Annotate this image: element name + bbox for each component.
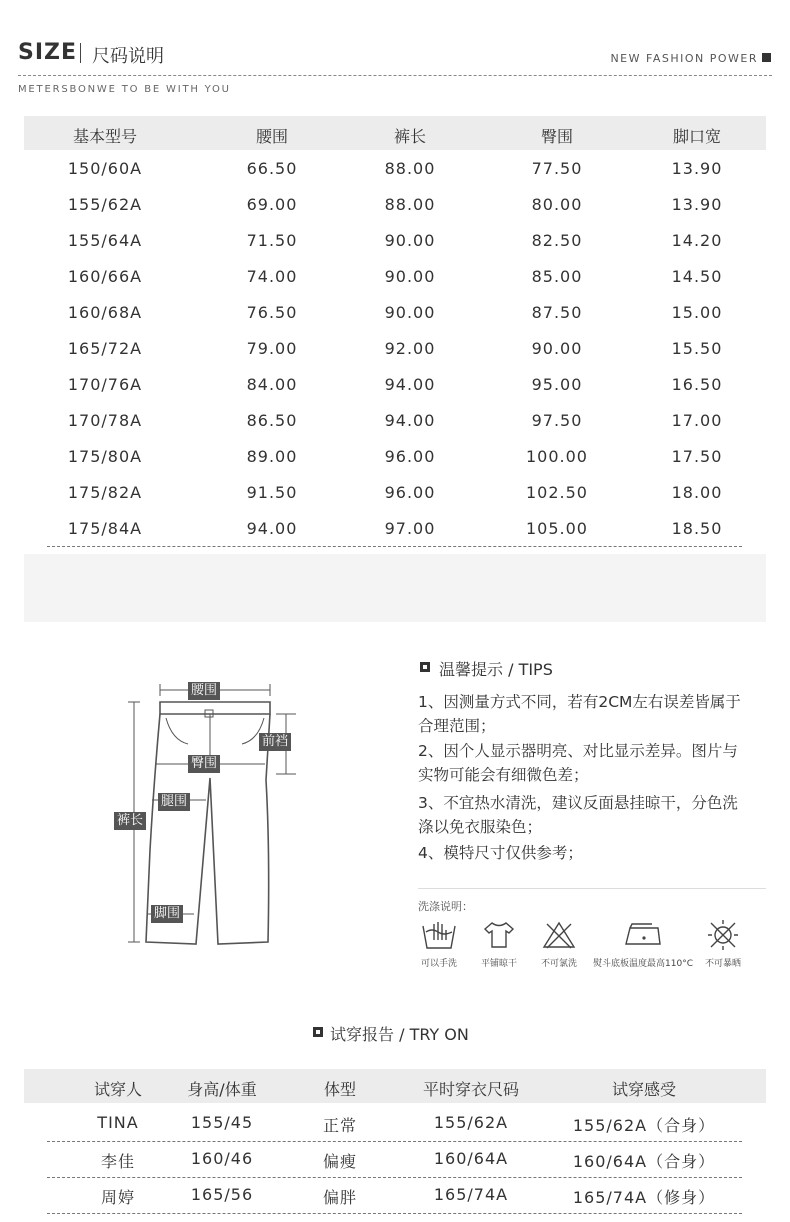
size-table-cell: 97.00 bbox=[384, 519, 436, 538]
wash-title: 洗涤说明： bbox=[418, 900, 473, 913]
size-table-cell: 96.00 bbox=[384, 483, 436, 502]
try-on-column-header: 试穿人 bbox=[93, 1080, 142, 1099]
size-table-cell: 14.50 bbox=[671, 267, 723, 286]
size-table-cell: 91.50 bbox=[246, 483, 298, 502]
size-table-cell: 96.00 bbox=[384, 447, 436, 466]
size-table-cell: 160/68A bbox=[67, 303, 143, 322]
size-table-cell: 94.00 bbox=[384, 411, 436, 430]
tip-item: 2、因个人显示器明亮、对比显示差异。图片与实物可能会有细微色差； bbox=[418, 742, 738, 784]
size-table-cell: 175/84A bbox=[67, 519, 143, 538]
size-table-cell: 13.90 bbox=[671, 159, 723, 178]
hem-label: 脚围 bbox=[151, 905, 183, 923]
heading-divider bbox=[80, 43, 81, 63]
flat-dry-icon bbox=[482, 920, 516, 950]
square-bullet-icon bbox=[762, 53, 771, 62]
hand-wash-icon bbox=[420, 918, 460, 952]
try-on-cell: 周婷 bbox=[100, 1188, 135, 1207]
size-table-cell: 92.00 bbox=[384, 339, 436, 358]
try-on-column-header: 平时穿衣尺码 bbox=[422, 1080, 519, 1099]
tip-item: 4、模特尺寸仅供参考； bbox=[418, 844, 583, 862]
try-on-column-header: 试穿感受 bbox=[611, 1080, 676, 1099]
size-column-header: 基本型号 bbox=[72, 127, 137, 146]
size-table-cell: 97.50 bbox=[531, 411, 583, 430]
size-table-cell: 90.00 bbox=[384, 303, 436, 322]
size-table-cell: 90.00 bbox=[384, 267, 436, 286]
size-table-cell: 100.00 bbox=[526, 447, 588, 466]
rise-label: 前裆 bbox=[259, 733, 291, 751]
size-table-cell: 155/62A bbox=[67, 195, 143, 214]
size-table-cell: 80.00 bbox=[531, 195, 583, 214]
size-table-cell: 90.00 bbox=[384, 231, 436, 250]
size-table-cell: 74.00 bbox=[246, 267, 298, 286]
tips-title: 温馨提示 / TIPS bbox=[439, 660, 553, 679]
iron-icon bbox=[622, 922, 664, 948]
size-table-cell: 160/66A bbox=[67, 267, 143, 286]
size-table-cell: 86.50 bbox=[246, 411, 298, 430]
size-table-cell: 170/78A bbox=[67, 411, 143, 430]
size-table-cell: 17.50 bbox=[671, 447, 723, 466]
size-table-cell: 94.00 bbox=[384, 375, 436, 394]
waist-label: 腰围 bbox=[188, 682, 220, 700]
size-table-cell: 175/80A bbox=[67, 447, 143, 466]
size-table-cell: 16.50 bbox=[671, 375, 723, 394]
size-table-cell: 170/76A bbox=[67, 375, 143, 394]
try-on-cell: 正常 bbox=[322, 1116, 357, 1135]
size-table-cell: 94.00 bbox=[246, 519, 298, 538]
size-table-cell: 13.90 bbox=[671, 195, 723, 214]
size-table-cell: 69.00 bbox=[246, 195, 298, 214]
tip-item: 1、因测量方式不同，若有2CM左右误差皆属于合理范围； bbox=[418, 693, 741, 735]
tip-item: 3、不宜热水清洗，建议反面悬挂晾干，分色洗涤以免衣服染色； bbox=[418, 794, 738, 836]
try-on-cell: 155/62A bbox=[433, 1113, 509, 1132]
try-on-title: 试穿报告 / TRY ON bbox=[330, 1025, 469, 1044]
size-table-cell: 88.00 bbox=[384, 195, 436, 214]
wash-caption: 不可暴晒 bbox=[704, 959, 741, 969]
size-table-cell: 71.50 bbox=[246, 231, 298, 250]
size-table-cell: 82.50 bbox=[531, 231, 583, 250]
size-table-cell: 84.00 bbox=[246, 375, 298, 394]
try-on-column-header: 体型 bbox=[323, 1080, 356, 1099]
size-table-cell: 95.00 bbox=[531, 375, 583, 394]
try-on-cell: 165/74A bbox=[433, 1185, 509, 1204]
size-table-cell: 79.00 bbox=[246, 339, 298, 358]
size-table-cell: 18.50 bbox=[671, 519, 723, 538]
size-table-cell: 175/82A bbox=[67, 483, 143, 502]
wash-caption: 可以手洗 bbox=[420, 959, 457, 969]
size-table-cell: 165/72A bbox=[67, 339, 143, 358]
brand-tagline: NEW FASHION POWER bbox=[610, 52, 758, 65]
wash-caption: 熨斗底板温度最高110°C bbox=[593, 959, 693, 969]
no-sun-icon bbox=[706, 918, 740, 952]
size-table-cell: 150/60A bbox=[67, 159, 143, 178]
try-on-cell: 偏瘦 bbox=[322, 1152, 357, 1171]
try-on-cell: 160/46 bbox=[190, 1149, 254, 1168]
hip-label: 臀围 bbox=[188, 755, 220, 773]
try-on-cell: 李佳 bbox=[100, 1152, 135, 1171]
size-table-cell: 102.50 bbox=[526, 483, 588, 502]
size-table-cell: 76.50 bbox=[246, 303, 298, 322]
try-on-cell: 160/64A bbox=[433, 1149, 509, 1168]
size-table-cell: 66.50 bbox=[246, 159, 298, 178]
wash-divider bbox=[418, 888, 766, 889]
size-table-cell: 18.00 bbox=[671, 483, 723, 502]
try-on-column-header: 身高/体重 bbox=[187, 1080, 257, 1099]
no-bleach-icon bbox=[542, 920, 576, 950]
size-table-cell: 14.20 bbox=[671, 231, 723, 250]
size-table-cell: 88.00 bbox=[384, 159, 436, 178]
try-on-cell: 155/45 bbox=[190, 1113, 254, 1132]
square-bullet-icon bbox=[420, 662, 430, 672]
size-table-cell: 155/64A bbox=[67, 231, 143, 250]
size-table-cell: 15.00 bbox=[671, 303, 723, 322]
size-table-cell: 89.00 bbox=[246, 447, 298, 466]
header-dashed-line bbox=[18, 75, 772, 76]
try-on-cell: 165/74A（修身） bbox=[572, 1188, 716, 1207]
size-heading-cn: 尺码说明 bbox=[92, 46, 164, 67]
wash-caption: 不可氯洗 bbox=[540, 959, 577, 969]
size-table-cell: 105.00 bbox=[526, 519, 588, 538]
length-label: 裤长 bbox=[114, 812, 146, 830]
thigh-label: 腿围 bbox=[158, 793, 190, 811]
size-table-cell: 87.50 bbox=[531, 303, 583, 322]
size-table-cell: 15.50 bbox=[671, 339, 723, 358]
size-table-cell: 90.00 bbox=[531, 339, 583, 358]
size-table-cell: 85.00 bbox=[531, 267, 583, 286]
size-heading: SIZE bbox=[18, 40, 78, 65]
try-on-cell: 偏胖 bbox=[322, 1188, 357, 1207]
size-table-cell: 17.00 bbox=[671, 411, 723, 430]
try-on-cell: TINA bbox=[97, 1113, 139, 1132]
square-bullet-icon bbox=[313, 1027, 323, 1037]
brand-subtitle: METERSBONWE TO BE WITH YOU bbox=[18, 84, 231, 95]
size-column-header: 臀围 bbox=[540, 127, 573, 146]
size-table-cell: 77.50 bbox=[531, 159, 583, 178]
size-column-header: 裤长 bbox=[393, 127, 426, 146]
try-on-cell: 165/56 bbox=[190, 1185, 254, 1204]
try-on-cell: 155/62A（合身） bbox=[572, 1116, 716, 1135]
size-column-header: 脚口宽 bbox=[672, 127, 721, 146]
size-column-header: 腰围 bbox=[255, 127, 288, 146]
wash-caption: 平铺晾干 bbox=[480, 959, 517, 969]
try-on-cell: 160/64A（合身） bbox=[572, 1152, 716, 1171]
